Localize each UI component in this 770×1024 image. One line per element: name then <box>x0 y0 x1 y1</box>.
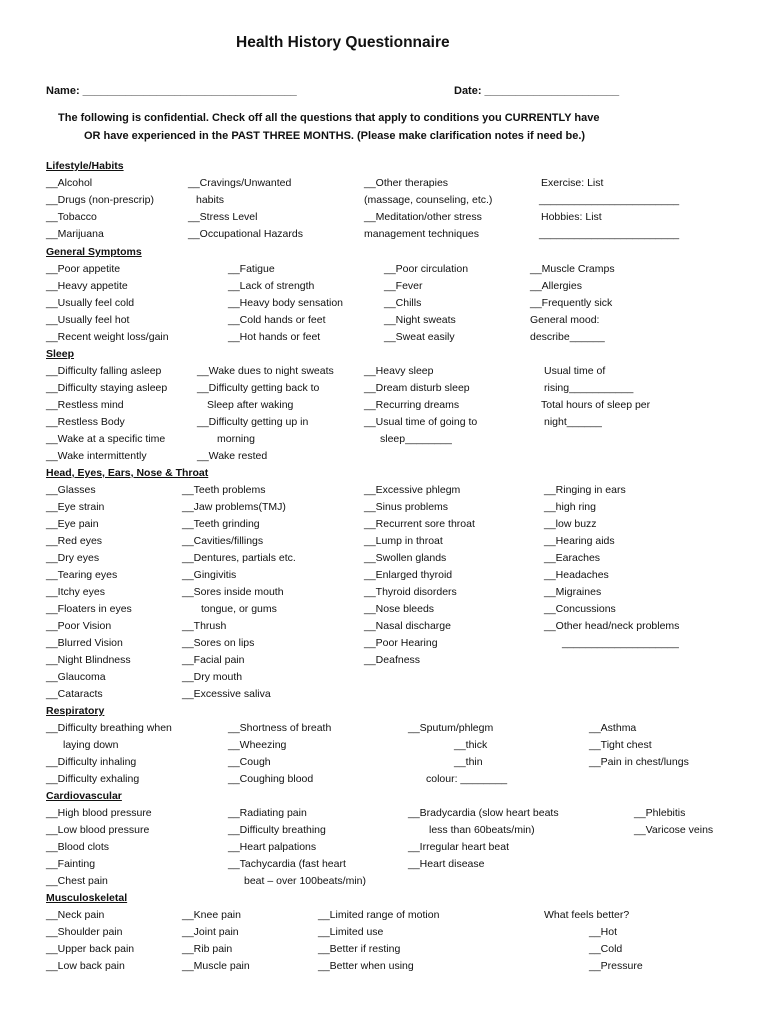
checkbox-item-occupational-hazards[interactable]: __Occupational Hazards <box>188 228 303 240</box>
form-text-massage-counseling-etc: (massage, counseling, etc.) <box>364 194 493 206</box>
checkbox-item-wheezing[interactable]: __Wheezing <box>228 739 287 751</box>
form-text-tongue-or-gums: tongue, or gums <box>201 603 277 615</box>
form-text-morning: morning <box>217 433 255 445</box>
form-text-total-hours-of-sleep-per: Total hours of sleep per <box>541 399 651 411</box>
checkbox-item-floaters-in-eyes[interactable]: __Floaters in eyes <box>46 603 132 615</box>
checkbox-item-limited-range-of-motion[interactable]: __Limited range of motion <box>318 909 440 921</box>
checkbox-item-deafness[interactable]: __Deafness <box>364 654 421 666</box>
checkbox-item-thin[interactable]: __thin <box>454 756 483 768</box>
checkbox-item-high-blood-pressure[interactable]: __High blood pressure <box>46 807 152 819</box>
checkbox-item-sputum-phlegm[interactable]: __Sputum/phlegm <box>408 722 494 734</box>
form-text-night[interactable]: night______ <box>544 416 602 428</box>
checkbox-item-usually-feel-cold[interactable]: __Usually feel cold <box>46 297 135 309</box>
checkbox-item-migraines[interactable]: __Migraines <box>544 586 602 598</box>
checkbox-item-concussions[interactable]: __Concussions <box>544 603 616 615</box>
checkbox-item-dry-mouth[interactable]: __Dry mouth <box>182 671 243 683</box>
checkbox-item-cold[interactable]: __Cold <box>589 943 623 955</box>
checkbox-item-cavities-fillings[interactable]: __Cavities/fillings <box>182 535 264 547</box>
checkbox-item-nose-bleeds[interactable]: __Nose bleeds <box>364 603 435 615</box>
checkbox-item-usual-time-of-going-to[interactable]: __Usual time of going to <box>364 416 478 428</box>
checkbox-item-hearing-aids[interactable]: __Hearing aids <box>544 535 615 547</box>
checkbox-item-dry-eyes[interactable]: __Dry eyes <box>46 552 100 564</box>
checkbox-item-heart-disease[interactable]: __Heart disease <box>408 858 485 870</box>
form-text-colour[interactable]: colour: ________ <box>426 773 508 785</box>
checkbox-item-dream-disturb-sleep[interactable]: __Dream disturb sleep <box>364 382 470 394</box>
intro-text-line1: The following is confidential. Check off all the questions that apply to conditions you CURRENTLY have <box>58 112 600 124</box>
checkbox-item-difficulty-inhaling[interactable]: __Difficulty inhaling <box>46 756 137 768</box>
checkbox-item-red-eyes[interactable]: __Red eyes <box>46 535 103 547</box>
checkbox-item-other-therapies[interactable]: __Other therapies <box>364 177 449 189</box>
checkbox-item-rib-pain[interactable]: __Rib pain <box>182 943 233 955</box>
intro-text-line2: OR have experienced in the PAST THREE MONTHS. (Please make clarification notes if need be.) <box>84 130 586 142</box>
checkbox-item-nasal-discharge[interactable]: __Nasal discharge <box>364 620 451 632</box>
checkbox-item-ringing-in-ears[interactable]: __Ringing in ears <box>544 484 626 496</box>
checkbox-item-glaucoma[interactable]: __Glaucoma <box>46 671 106 683</box>
checkbox-item-muscle-cramps[interactable]: __Muscle Cramps <box>530 263 615 275</box>
checkbox-item-poor-hearing[interactable]: __Poor Hearing <box>364 637 438 649</box>
checkbox-item-lack-of-strength[interactable]: __Lack of strength <box>228 280 315 292</box>
form-text-usual-time-of: Usual time of <box>544 365 606 377</box>
checkbox-item-bradycardia-slow-heart-beats[interactable]: __Bradycardia (slow heart beats <box>408 807 559 819</box>
checkbox-item-difficulty-getting-up-in[interactable]: __Difficulty getting up in <box>197 416 309 428</box>
checkbox-item-cough[interactable]: __Cough <box>228 756 271 768</box>
form-text-beat-over-100beats-min: beat – over 100beats/min) <box>244 875 366 887</box>
checkbox-item-pressure[interactable]: __Pressure <box>589 960 643 972</box>
checkbox-item-hot[interactable]: __Hot <box>589 926 618 938</box>
checkbox-item-thyroid-disorders[interactable]: __Thyroid disorders <box>364 586 457 598</box>
checkbox-item-night-sweats[interactable]: __Night sweats <box>384 314 456 326</box>
checkbox-item-recurring-dreams[interactable]: __Recurring dreams <box>364 399 460 411</box>
checkbox-item-coughing-blood[interactable]: __Coughing blood <box>228 773 314 785</box>
checkbox-item-limited-use[interactable]: __Limited use <box>318 926 384 938</box>
checkbox-item-sweat-easily[interactable]: __Sweat easily <box>384 331 455 343</box>
checkbox-item-wake-dues-to-night-sweats[interactable]: __Wake dues to night sweats <box>197 365 334 377</box>
checkbox-item-joint-pain[interactable]: __Joint pain <box>182 926 239 938</box>
checkbox-item-fatigue[interactable]: __Fatigue <box>228 263 275 275</box>
page-title: Health History Questionnaire <box>236 34 450 51</box>
checkbox-item-teeth-grinding[interactable]: __Teeth grinding <box>182 518 260 530</box>
checkbox-item-knee-pain[interactable]: __Knee pain <box>182 909 241 921</box>
form-text-less-than-60beats-min: less than 60beats/min) <box>429 824 535 836</box>
checkbox-item-itchy-eyes[interactable]: __Itchy eyes <box>46 586 105 598</box>
checkbox-item-jaw-problems-tmj[interactable]: __Jaw problems(TMJ) <box>182 501 286 513</box>
checkbox-item-heavy-appetite[interactable]: __Heavy appetite <box>46 280 128 292</box>
section-heading-cardio: Cardiovascular <box>46 790 122 802</box>
checkbox-item-restless-mind[interactable]: __Restless mind <box>46 399 124 411</box>
checkbox-item-drugs-non-prescrip[interactable]: __Drugs (non-prescrip) <box>46 194 154 206</box>
checkbox-item-marijuana[interactable]: __Marijuana <box>46 228 104 240</box>
form-text-describe[interactable]: describe______ <box>530 331 605 343</box>
checkbox-item-difficulty-breathing-when[interactable]: __Difficulty breathing when <box>46 722 172 734</box>
checkbox-item-wake-rested[interactable]: __Wake rested <box>197 450 268 462</box>
checkbox-item-better-if-resting[interactable]: __Better if resting <box>318 943 401 955</box>
form-text-sleep-after-waking: Sleep after waking <box>207 399 294 411</box>
checkbox-item-meditation-other-stress[interactable]: __Meditation/other stress <box>364 211 482 223</box>
form-text-what-feels-better: What feels better? <box>544 909 630 921</box>
checkbox-item-thick[interactable]: __thick <box>454 739 488 751</box>
checkbox-item-tight-chest[interactable]: __Tight chest <box>589 739 652 751</box>
checkbox-item-difficulty-breathing[interactable]: __Difficulty breathing <box>228 824 326 836</box>
checkbox-item-line[interactable]: ________________________ <box>539 228 680 240</box>
checkbox-item-teeth-problems[interactable]: __Teeth problems <box>182 484 266 496</box>
section-heading-respiratory: Respiratory <box>46 705 105 717</box>
section-heading-sleep: Sleep <box>46 348 75 360</box>
checkbox-item-sores-inside-mouth[interactable]: __Sores inside mouth <box>182 586 284 598</box>
checkbox-item-blood-clots[interactable]: __Blood clots <box>46 841 110 853</box>
checkbox-item-cravings-unwanted[interactable]: __Cravings/Unwanted <box>188 177 292 189</box>
checkbox-item-line[interactable]: ________________________ <box>539 194 680 206</box>
checkbox-item-facial-pain[interactable]: __Facial pain <box>182 654 245 666</box>
checkbox-item-muscle-pain[interactable]: __Muscle pain <box>182 960 250 972</box>
checkbox-item-line[interactable]: ____________________ <box>562 637 679 649</box>
checkbox-item-chills[interactable]: __Chills <box>384 297 422 309</box>
checkbox-item-cataracts[interactable]: __Cataracts <box>46 688 103 700</box>
checkbox-item-pain-in-chest-lungs[interactable]: __Pain in chest/lungs <box>589 756 689 768</box>
checkbox-item-low-back-pain[interactable]: __Low back pain <box>46 960 125 972</box>
checkbox-item-sinus-problems[interactable]: __Sinus problems <box>364 501 449 513</box>
checkbox-item-eye-strain[interactable]: __Eye strain <box>46 501 105 513</box>
form-text-habits: habits <box>196 194 225 206</box>
form-text-rising[interactable]: rising___________ <box>544 382 634 394</box>
checkbox-item-difficulty-staying-asleep[interactable]: __Difficulty staying asleep <box>46 382 168 394</box>
checkbox-item-earaches[interactable]: __Earaches <box>544 552 601 564</box>
checkbox-item-frequently-sick[interactable]: __Frequently sick <box>530 297 613 309</box>
checkbox-item-tobacco[interactable]: __Tobacco <box>46 211 97 223</box>
checkbox-item-excessive-phlegm[interactable]: __Excessive phlegm <box>364 484 461 496</box>
form-text-exercise-list: Exercise: List <box>541 177 604 189</box>
form-text-laying-down: laying down <box>63 739 119 751</box>
checkbox-item-stress-level[interactable]: __Stress Level <box>188 211 258 223</box>
checkbox-item-hot-hands-or-feet[interactable]: __Hot hands or feet <box>228 331 321 343</box>
checkbox-item-neck-pain[interactable]: __Neck pain <box>46 909 105 921</box>
checkbox-item-recent-weight-loss-gain[interactable]: __Recent weight loss/gain <box>46 331 169 343</box>
checkbox-item-fever[interactable]: __Fever <box>384 280 423 292</box>
checkbox-item-upper-back-pain[interactable]: __Upper back pain <box>46 943 135 955</box>
checkbox-item-blurred-vision[interactable]: __Blurred Vision <box>46 637 123 649</box>
checkbox-item-recurrent-sore-throat[interactable]: __Recurrent sore throat <box>364 518 475 530</box>
checkbox-item-difficulty-falling-asleep[interactable]: __Difficulty falling asleep <box>46 365 162 377</box>
form-text-sleep[interactable]: sleep________ <box>380 433 452 445</box>
checkbox-item-phlebitis[interactable]: __Phlebitis <box>634 807 686 819</box>
checkbox-item-irregular-heart-beat[interactable]: __Irregular heart beat <box>408 841 509 853</box>
section-heading-general: General Symptoms <box>46 246 142 258</box>
checkbox-item-heavy-body-sensation[interactable]: __Heavy body sensation <box>228 297 343 309</box>
checkbox-item-high-ring[interactable]: __high ring <box>544 501 596 513</box>
checkbox-item-usually-feel-hot[interactable]: __Usually feel hot <box>46 314 130 326</box>
section-heading-heent: Head, Eyes, Ears, Nose & Throat <box>46 467 209 479</box>
checkbox-item-dentures-partials-etc[interactable]: __Dentures, partials etc. <box>182 552 296 564</box>
checkbox-item-lump-in-throat[interactable]: __Lump in throat <box>364 535 443 547</box>
name-field[interactable]: Name: ___________________________________ <box>46 85 297 97</box>
checkbox-item-night-blindness[interactable]: __Night Blindness <box>46 654 131 666</box>
form-text-general-mood: General mood: <box>530 314 600 326</box>
checkbox-item-tachycardia-fast-heart[interactable]: __Tachycardia (fast heart <box>228 858 346 870</box>
checkbox-item-other-head-neck-problems[interactable]: __Other head/neck problems <box>544 620 680 632</box>
checkbox-item-poor-vision[interactable]: __Poor Vision <box>46 620 112 632</box>
checkbox-item-eye-pain[interactable]: __Eye pain <box>46 518 99 530</box>
checkbox-item-sores-on-lips[interactable]: __Sores on lips <box>182 637 255 649</box>
checkbox-item-poor-appetite[interactable]: __Poor appetite <box>46 263 121 275</box>
checkbox-item-radiating-pain[interactable]: __Radiating pain <box>228 807 307 819</box>
checkbox-item-swollen-glands[interactable]: __Swollen glands <box>364 552 447 564</box>
checkbox-item-fainting[interactable]: __Fainting <box>46 858 96 870</box>
date-field[interactable]: Date: ______________________ <box>454 85 620 97</box>
form-text-management-techniques: management techniques <box>364 228 479 240</box>
checkbox-item-heart-palpations[interactable]: __Heart palpations <box>228 841 317 853</box>
section-heading-musculo: Musculoskeletal <box>46 892 128 904</box>
checkbox-item-tearing-eyes[interactable]: __Tearing eyes <box>46 569 118 581</box>
checkbox-item-gingivitis[interactable]: __Gingivitis <box>182 569 237 581</box>
checkbox-item-better-when-using[interactable]: __Better when using <box>318 960 414 972</box>
checkbox-item-headaches[interactable]: __Headaches <box>544 569 609 581</box>
checkbox-item-wake-at-a-specific-time[interactable]: __Wake at a specific time <box>46 433 166 445</box>
checkbox-item-heavy-sleep[interactable]: __Heavy sleep <box>364 365 434 377</box>
checkbox-item-glasses[interactable]: __Glasses <box>46 484 96 496</box>
form-text-hobbies-list: Hobbies: List <box>541 211 602 223</box>
checkbox-item-shoulder-pain[interactable]: __Shoulder pain <box>46 926 123 938</box>
checkbox-item-excessive-saliva[interactable]: __Excessive saliva <box>182 688 271 700</box>
checkbox-item-asthma[interactable]: __Asthma <box>589 722 637 734</box>
checkbox-item-difficulty-getting-back-to[interactable]: __Difficulty getting back to <box>197 382 320 394</box>
checkbox-item-wake-intermittently[interactable]: __Wake intermittently <box>46 450 147 462</box>
checkbox-item-cold-hands-or-feet[interactable]: __Cold hands or feet <box>228 314 326 326</box>
checkbox-item-allergies[interactable]: __Allergies <box>530 280 582 292</box>
section-heading-lifestyle: Lifestyle/Habits <box>46 160 124 172</box>
checkbox-item-chest-pain[interactable]: __Chest pain <box>46 875 108 887</box>
checkbox-item-thrush[interactable]: __Thrush <box>182 620 227 632</box>
checkbox-item-varicose-veins[interactable]: __Varicose veins <box>634 824 714 836</box>
checkbox-item-poor-circulation[interactable]: __Poor circulation <box>384 263 469 275</box>
checkbox-item-alcohol[interactable]: __Alcohol <box>46 177 93 189</box>
checkbox-item-low-buzz[interactable]: __low buzz <box>544 518 597 530</box>
checkbox-item-difficulty-exhaling[interactable]: __Difficulty exhaling <box>46 773 140 785</box>
checkbox-item-restless-body[interactable]: __Restless Body <box>46 416 125 428</box>
checkbox-item-low-blood-pressure[interactable]: __Low blood pressure <box>46 824 150 836</box>
checkbox-item-shortness-of-breath[interactable]: __Shortness of breath <box>228 722 332 734</box>
checkbox-item-enlarged-thyroid[interactable]: __Enlarged thyroid <box>364 569 453 581</box>
